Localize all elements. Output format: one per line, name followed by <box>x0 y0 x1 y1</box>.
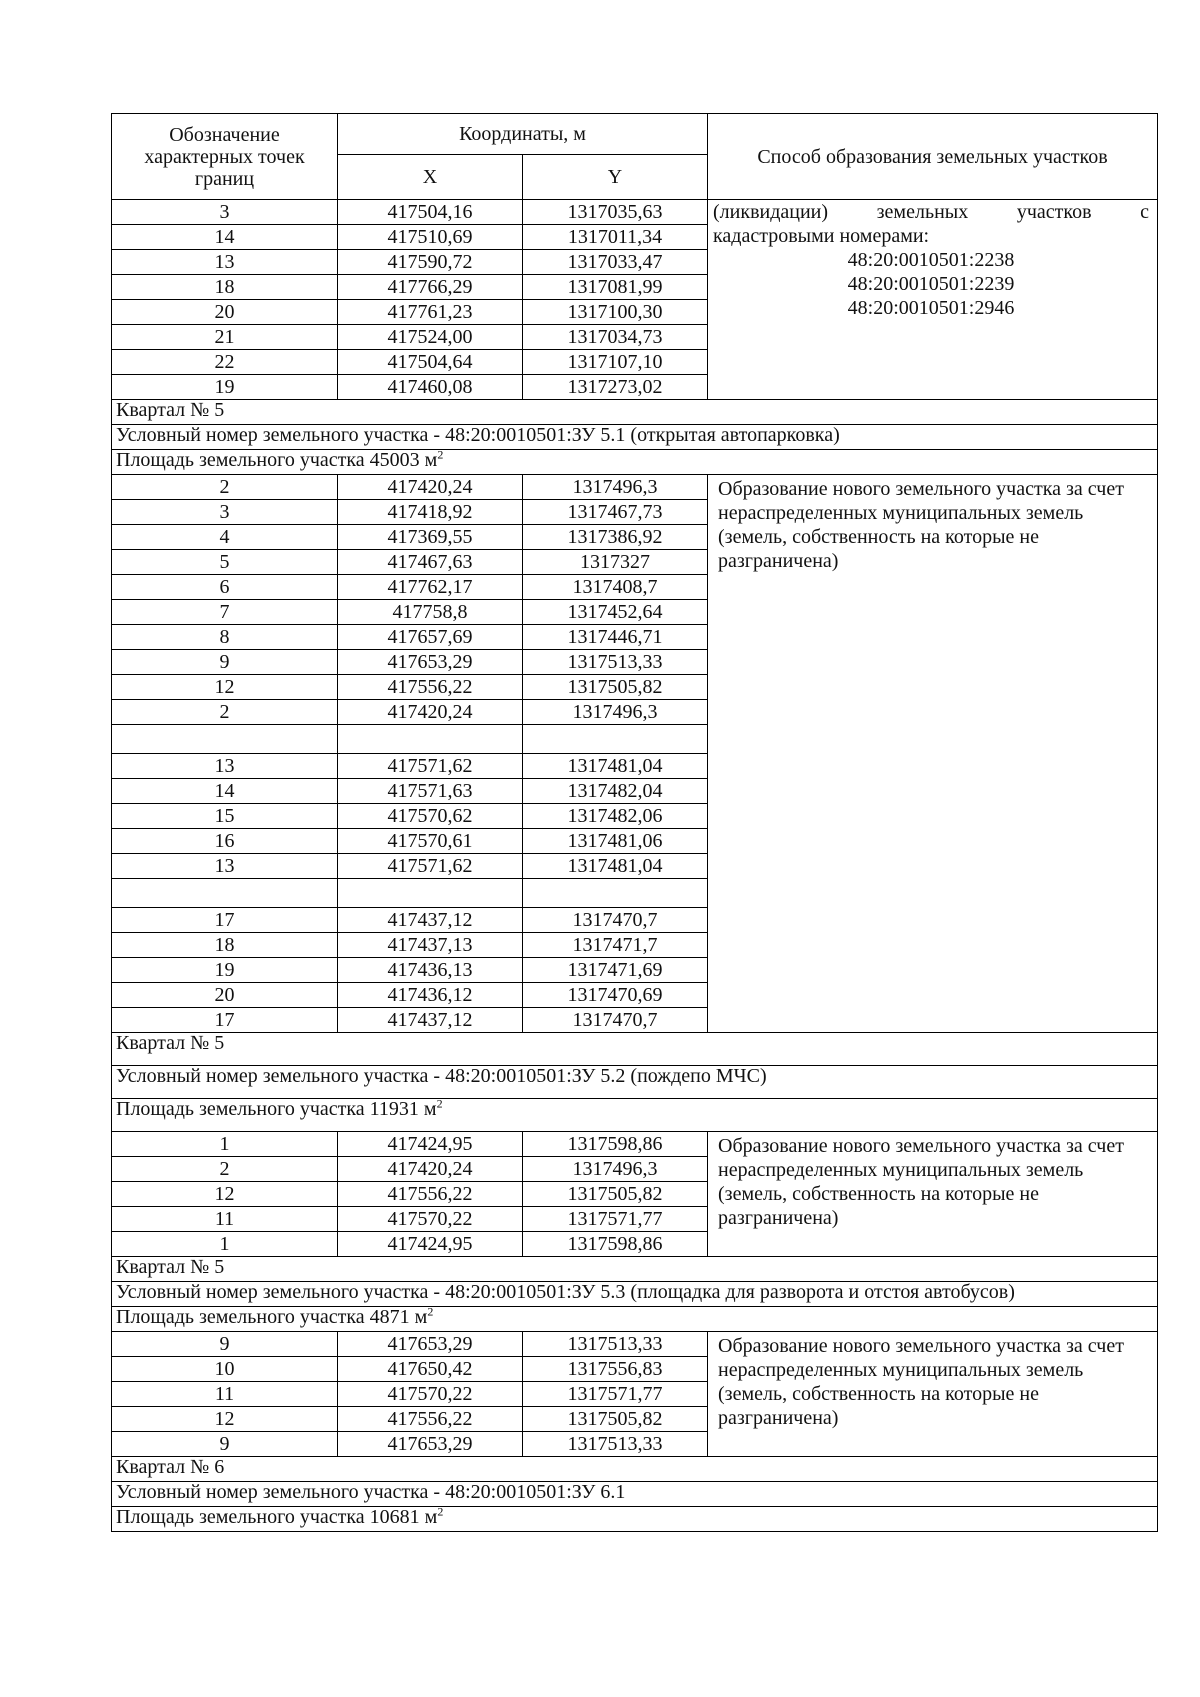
quarter-label-row <box>112 1257 1158 1282</box>
point-number: 2 <box>112 1157 338 1182</box>
formation-method: Образование нового земельного участка за счет нераспределенных муниципальных земель (земель, собственность на которые не разграничена) <box>708 475 1158 1033</box>
coord-y: 1317598,86 <box>523 1132 708 1157</box>
method-line: (ликвидации) земельных участков с <box>713 201 1150 223</box>
point-number: 17 <box>112 1008 338 1033</box>
coord-x: 417653,29 <box>338 1432 523 1457</box>
point-number: 16 <box>112 829 338 854</box>
point-number: 13 <box>112 250 338 275</box>
area-unit-superscript: 2 <box>427 1304 434 1319</box>
point-number: 11 <box>112 1207 338 1232</box>
coord-y: 1317505,82 <box>523 1182 708 1207</box>
coord-y: 1317100,30 <box>523 300 708 325</box>
point-number: 13 <box>112 854 338 879</box>
coord-x: 417556,22 <box>338 1182 523 1207</box>
parcel-area-row <box>112 450 1158 475</box>
coord-y <box>523 879 708 908</box>
point-number: 5 <box>112 550 338 575</box>
coord-x: 417418,92 <box>338 500 523 525</box>
table-row <box>112 1332 1158 1357</box>
coord-y: 1317556,83 <box>523 1357 708 1382</box>
coord-y: 1317470,7 <box>523 1008 708 1033</box>
coord-x: 417570,62 <box>338 804 523 829</box>
coord-x: 417590,72 <box>338 250 523 275</box>
parcel-number <box>112 425 1158 450</box>
coord-y: 1317386,92 <box>523 525 708 550</box>
table-row <box>112 475 1158 500</box>
quarter-label-text: Квартал № 5 <box>116 1032 225 1054</box>
point-number: 20 <box>112 983 338 1008</box>
coord-x: 417571,62 <box>338 754 523 779</box>
parcel-area-row <box>112 1307 1158 1332</box>
coord-x: 417571,62 <box>338 854 523 879</box>
quarter-label <box>112 1457 1158 1482</box>
coord-x: 417424,95 <box>338 1132 523 1157</box>
quarter-label-row <box>112 400 1158 425</box>
coord-y: 1317496,3 <box>523 1157 708 1182</box>
point-number <box>112 725 338 754</box>
parcel-number <box>112 1066 1158 1099</box>
coord-x: 417437,12 <box>338 1008 523 1033</box>
coord-y: 1317482,04 <box>523 779 708 804</box>
point-number: 4 <box>112 525 338 550</box>
coord-x: 417504,16 <box>338 200 523 225</box>
parcel-number-row <box>112 1066 1158 1099</box>
coord-x <box>338 725 523 754</box>
coordinates-table <box>111 113 1158 1532</box>
coord-y: 1317481,04 <box>523 854 708 879</box>
coord-x: 417436,13 <box>338 958 523 983</box>
coord-y: 1317481,04 <box>523 754 708 779</box>
point-number: 19 <box>112 375 338 400</box>
parcel-area-row <box>112 1099 1158 1132</box>
quarter-label-text: Квартал № 5 <box>116 399 225 421</box>
coord-y: 1317081,99 <box>523 275 708 300</box>
coord-y: 1317471,7 <box>523 933 708 958</box>
point-number: 2 <box>112 475 338 500</box>
parcel-area-text: Площадь земельного участка 45003 м <box>116 449 438 471</box>
point-number: 11 <box>112 1382 338 1407</box>
parcel-number-row <box>112 1282 1158 1307</box>
coord-x: 417653,29 <box>338 650 523 675</box>
parcel-number-text: Условный номер земельного участка - 48:20:0010501:ЗУ 6.1 <box>116 1481 626 1503</box>
parcel-area-text: Площадь земельного участка 11931 м <box>116 1098 437 1120</box>
point-number: 12 <box>112 1407 338 1432</box>
cadastral-number: 48:20:0010501:2946 <box>847 297 1015 319</box>
quarter-label <box>112 1033 1158 1066</box>
coord-y: 1317408,7 <box>523 575 708 600</box>
parcel-area-text: Площадь земельного участка 4871 м <box>116 1306 428 1328</box>
point-number <box>112 879 338 908</box>
coord-x: 417570,22 <box>338 1382 523 1407</box>
cadastral-number: 48:20:0010501:2238 <box>847 249 1015 271</box>
coord-x: 417420,24 <box>338 1157 523 1182</box>
coord-x: 417571,63 <box>338 779 523 804</box>
parcel-area-row <box>112 1507 1158 1532</box>
coord-x: 417420,24 <box>338 475 523 500</box>
point-number: 9 <box>112 1332 338 1357</box>
point-number: 1 <box>112 1132 338 1157</box>
header-y-label: Y <box>523 155 708 200</box>
point-number: 3 <box>112 200 338 225</box>
coord-x: 417766,29 <box>338 275 523 300</box>
parcel-number-row <box>112 425 1158 450</box>
coordinates-table-body <box>112 114 1158 1532</box>
coord-x: 417420,24 <box>338 700 523 725</box>
coord-y: 1317481,06 <box>523 829 708 854</box>
area-unit-superscript: 2 <box>437 447 444 462</box>
coord-x: 417524,00 <box>338 325 523 350</box>
header-coords-label: Координаты, м <box>338 114 708 155</box>
header-point-label: Обозначение характерных точек границ <box>112 114 338 200</box>
coord-y: 1317107,10 <box>523 350 708 375</box>
coord-y: 1317471,69 <box>523 958 708 983</box>
point-number: 15 <box>112 804 338 829</box>
coord-y: 1317033,47 <box>523 250 708 275</box>
coord-y: 1317513,33 <box>523 1332 708 1357</box>
parcel-area <box>112 447 1158 475</box>
parcel-number-row <box>112 1482 1158 1507</box>
coord-y: 1317496,3 <box>523 700 708 725</box>
coord-x: 417424,95 <box>338 1232 523 1257</box>
area-unit-superscript: 2 <box>437 1504 444 1519</box>
point-number: 19 <box>112 958 338 983</box>
coord-x: 417758,8 <box>338 600 523 625</box>
coord-y: 1317470,69 <box>523 983 708 1008</box>
coord-y <box>523 725 708 754</box>
formation-method: Образование нового земельного участка за счет нераспределенных муниципальных земель (земель, собственность на которые не разграничена) <box>708 1332 1158 1457</box>
coord-x: 417762,17 <box>338 575 523 600</box>
parcel-number <box>112 1282 1158 1307</box>
coord-x: 417436,12 <box>338 983 523 1008</box>
point-number: 12 <box>112 1182 338 1207</box>
point-number: 7 <box>112 600 338 625</box>
coord-x: 417467,63 <box>338 550 523 575</box>
coord-y: 1317035,63 <box>523 200 708 225</box>
coord-y: 1317571,77 <box>523 1207 708 1232</box>
coord-x: 417556,22 <box>338 1407 523 1432</box>
coord-x: 417653,29 <box>338 1332 523 1357</box>
coord-x: 417570,61 <box>338 829 523 854</box>
table-row <box>112 200 1158 225</box>
point-number: 6 <box>112 575 338 600</box>
point-number: 1 <box>112 1232 338 1257</box>
coord-x: 417437,13 <box>338 933 523 958</box>
point-number: 20 <box>112 300 338 325</box>
point-number: 9 <box>112 650 338 675</box>
coord-x: 417650,42 <box>338 1357 523 1382</box>
parcel-area-text: Площадь земельного участка 10681 м <box>116 1506 438 1528</box>
method-line: кадастровыми номерами: <box>713 225 930 247</box>
coord-y: 1317598,86 <box>523 1232 708 1257</box>
coord-x <box>338 879 523 908</box>
table-row <box>112 1132 1158 1157</box>
coord-x: 417761,23 <box>338 300 523 325</box>
point-number: 13 <box>112 754 338 779</box>
quarter-label <box>112 1257 1158 1282</box>
point-number: 18 <box>112 933 338 958</box>
header-method-label: Способ образования земельных участков <box>708 114 1158 200</box>
coord-y: 1317505,82 <box>523 675 708 700</box>
parcel-number-text: Условный номер земельного участка - 48:20:0010501:ЗУ 5.3 (площадка для разворота и отстоя автобусов) <box>116 1281 1015 1303</box>
coord-y: 1317446,71 <box>523 625 708 650</box>
coord-y: 1317496,3 <box>523 475 708 500</box>
coord-y: 1317467,73 <box>523 500 708 525</box>
header-x-label: X <box>338 155 523 200</box>
quarter-label-text: Квартал № 6 <box>116 1456 225 1478</box>
coord-y: 1317482,06 <box>523 804 708 829</box>
coord-y: 1317273,02 <box>523 375 708 400</box>
coord-y: 1317571,77 <box>523 1382 708 1407</box>
coord-x: 417369,55 <box>338 525 523 550</box>
coord-x: 417657,69 <box>338 625 523 650</box>
point-number: 10 <box>112 1357 338 1382</box>
point-number: 2 <box>112 700 338 725</box>
parcel-area <box>112 1096 1158 1132</box>
header-row <box>112 114 1158 155</box>
point-number: 8 <box>112 625 338 650</box>
parcel-area <box>112 1504 1158 1532</box>
coord-x: 417504,64 <box>338 350 523 375</box>
coord-x: 417437,12 <box>338 908 523 933</box>
point-number: 18 <box>112 275 338 300</box>
point-number: 12 <box>112 675 338 700</box>
point-number: 3 <box>112 500 338 525</box>
coord-y: 1317011,34 <box>523 225 708 250</box>
quarter-label <box>112 400 1158 425</box>
coord-x: 417556,22 <box>338 675 523 700</box>
quarter-label-text: Квартал № 5 <box>116 1256 225 1278</box>
point-number: 14 <box>112 779 338 804</box>
parcel-area <box>112 1304 1158 1332</box>
point-number: 21 <box>112 325 338 350</box>
coord-y: 1317505,82 <box>523 1407 708 1432</box>
coord-y: 1317034,73 <box>523 325 708 350</box>
cadastral-number: 48:20:0010501:2239 <box>847 273 1015 295</box>
coord-x: 417510,69 <box>338 225 523 250</box>
parcel-number <box>112 1482 1158 1507</box>
coord-y: 1317513,33 <box>523 650 708 675</box>
quarter-label-row <box>112 1457 1158 1482</box>
point-number: 17 <box>112 908 338 933</box>
coord-y: 1317452,64 <box>523 600 708 625</box>
quarter-label-row <box>112 1033 1158 1066</box>
coord-y: 1317470,7 <box>523 908 708 933</box>
coord-y: 1317513,33 <box>523 1432 708 1457</box>
point-number: 14 <box>112 225 338 250</box>
parcel-number-text: Условный номер земельного участка - 48:20:0010501:ЗУ 5.1 (открытая автопарковка) <box>116 424 840 446</box>
point-number: 9 <box>112 1432 338 1457</box>
point-number: 22 <box>112 350 338 375</box>
area-unit-superscript: 2 <box>436 1096 443 1111</box>
coord-x: 417460,08 <box>338 375 523 400</box>
coord-x: 417570,22 <box>338 1207 523 1232</box>
formation-method: Образование нового земельного участка за счет нераспределенных муниципальных земель (земель, собственность на которые не разграничена) <box>708 1132 1158 1257</box>
formation-method <box>708 200 1158 400</box>
coord-y: 1317327 <box>523 550 708 575</box>
parcel-number-text: Условный номер земельного участка - 48:20:0010501:ЗУ 5.2 (пождепо МЧС) <box>116 1065 767 1087</box>
